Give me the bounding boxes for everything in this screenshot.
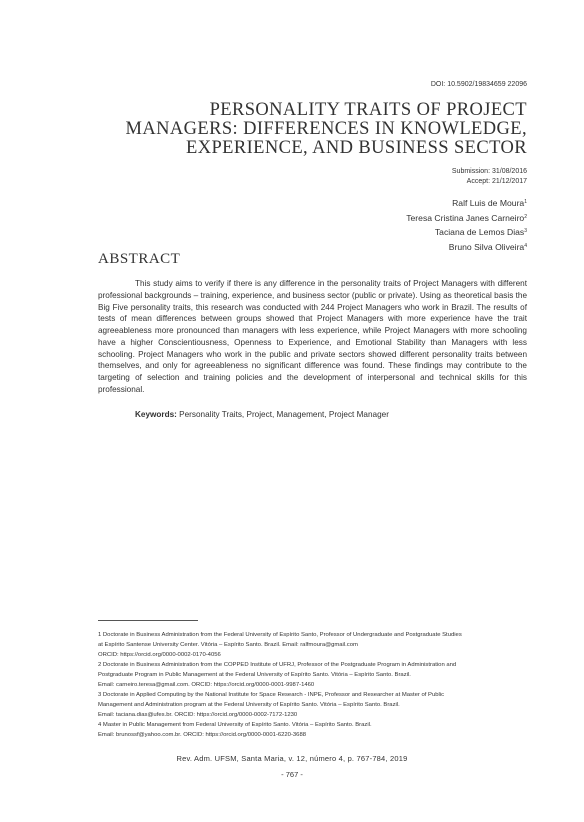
footnote-line: Email: taciana.dias@ufes.br. ORCID: https://orcid.org/0000-0002-7172-1230: [98, 712, 298, 718]
keywords-label: Keywords:: [135, 410, 177, 419]
author: Ralf Luis de Moura$^1$: [452, 198, 527, 208]
author: Bruno Silva Oliveira$^4$: [448, 241, 527, 252]
footnote-line: at Espírito Santense University Center. Vitória – Espírito Santo. Brazil. Email: ralfmoura@gmail.com: [98, 642, 358, 648]
keywords-text: Personality Traits, Project, Management, Project Manager: [179, 410, 389, 419]
abstract-paragraph: This study aims to verify if there is any difference in the personality traits of Project Managers with different professional backgrounds – training, experience, and business sector (public or private). Using as theoretical basis the Big Five personality traits, this research was conducted with 244 Project Managers who work in Brazil. The results of tests of mean differences between groups showed that Project Managers with more experience have the trait agreeableness more pronounced than managers with less experience, while Project Managers with more schooling have a higher Conscientiousness, Openness to Experience, and Emotional Stability than Managers with less schooling. Project Managers who work in the public and private sectors showed different personality traits between themselves, and only for agreeableness no significant difference was found. These findings may contribute to the targeting of selection and training policies and the development of interpersonal and technical skills for this professional.: [98, 279, 527, 394]
abstract-heading: ABSTRACT: [98, 251, 181, 267]
footnote-line: Management and Administration program at the Federal University of Espírito Santo. Vitória – Espírito Santo. Brazil.: [98, 702, 400, 708]
footnote-divider: [98, 620, 198, 621]
author: Taciana de Lemos Dias$^3$: [434, 227, 527, 238]
footnote-line: 3 Doctorate in Applied Computing by the National Institute for Space Research - INPE, Professor and Researcher at Master of Public: [98, 692, 445, 698]
footnotes: [98, 630, 527, 740]
author: Teresa Cristina Janes Carneiro$^2$: [406, 212, 527, 223]
footnote-line: Email: carneiro.teresa@gmail.com. ORCID: https://orcid.org/0000-0001-9987-1460: [98, 682, 315, 688]
journal-citation: Rev. Adm. UFSM, Santa Maria, v. 12, número 4, p. 767-784, 2019: [176, 754, 408, 763]
author-list: [406, 196, 527, 254]
footnote-line: Postgraduate Program in Public Management at the Federal University of Espírito Santo. Vitória – Espírito Santo. Brazil.: [98, 672, 411, 678]
title-line: MANAGERS: DIFFERENCES IN KNOWLEDGE,: [125, 119, 527, 139]
doi-text: DOI: 10.5902/19834659 22096: [430, 81, 527, 88]
footnote-line: 4 Master in Public Management from Federal University of Espírito Santo. Vitória – Espírito Santo. Brazil.: [98, 722, 372, 728]
keywords-line: [135, 410, 389, 419]
footnote-line: Email: brunossf@yahoo.com.br. ORCID: https://orcid.org/0000-0001-6220-3688: [98, 732, 307, 738]
paper-title: [97, 101, 527, 158]
footnote-line: ORCID: https://orcid.org/0000-0002-0170-4056: [98, 652, 221, 658]
submission-dates: [452, 167, 527, 187]
title-line: PERSONALITY TRAITS OF PROJECT: [209, 100, 527, 120]
abstract-body: [98, 278, 527, 396]
footnote-line: 2 Doctorate in Business Administration from the COPPED Institute of UFRJ, Professor of the Postgraduate Program in Administration and: [98, 662, 457, 668]
footnote-line: 1 Doctorate in Business Administration from the Federal University of Espírito Santo, Professor of Undergraduate and Postgraduate Studies: [98, 632, 462, 638]
page-number: - 767 -: [281, 770, 303, 779]
accept-date: Accept: 21/12/2017: [466, 178, 527, 185]
submission-date: Submission: 31/08/2016: [451, 168, 527, 175]
title-line: EXPERIENCE, AND BUSINESS SECTOR: [186, 138, 527, 158]
